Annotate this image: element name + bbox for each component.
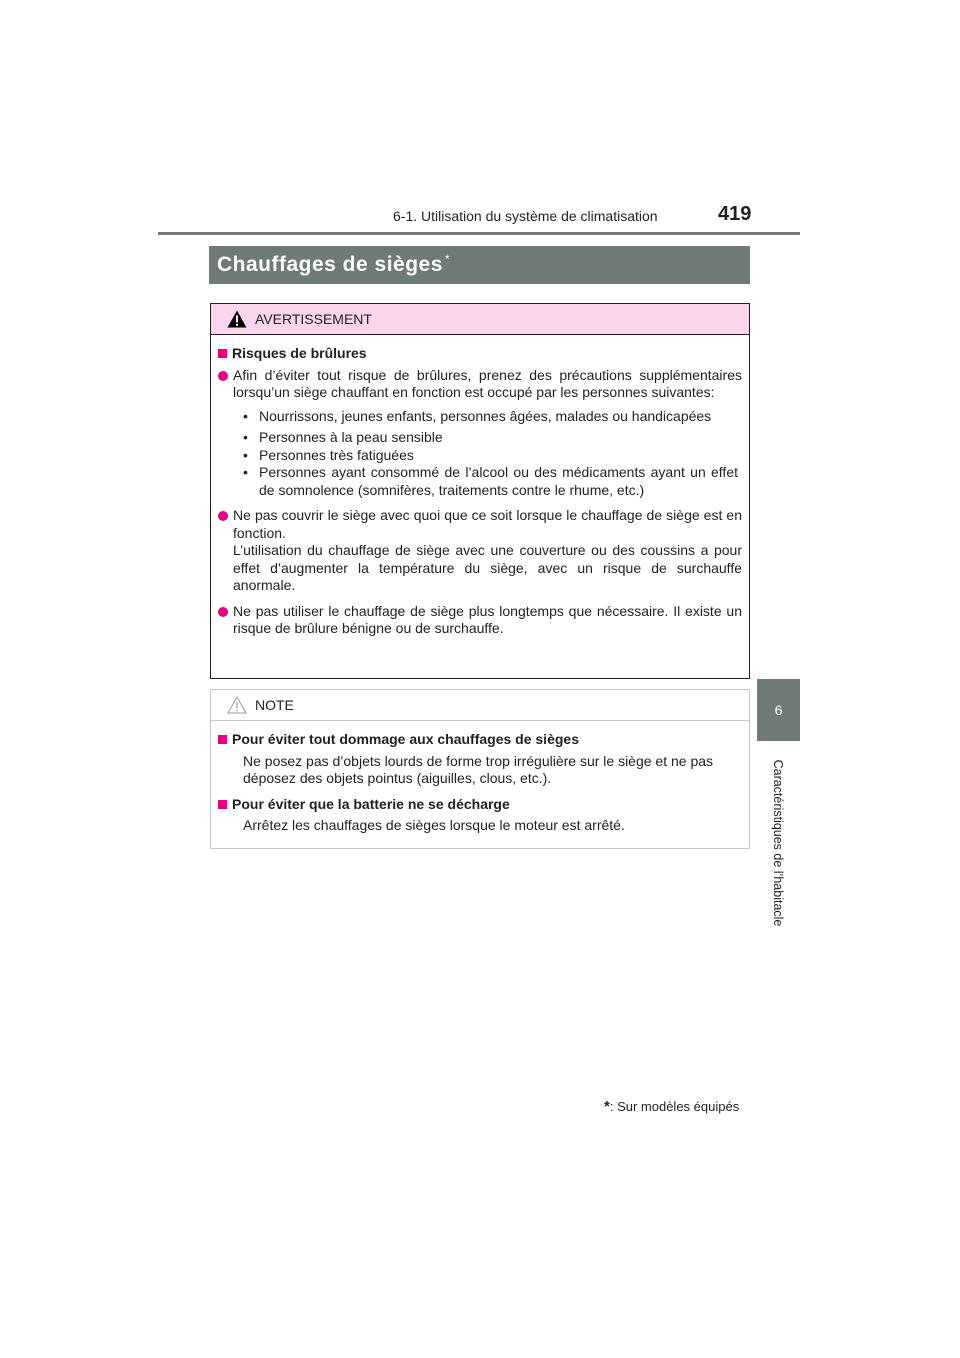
warning-section-title-text: Risques de brûlures — [232, 345, 367, 361]
warning-triangle-icon — [227, 310, 247, 328]
chapter-side-label: Caractéristiques de l’habitacle — [771, 759, 785, 927]
note-body — [211, 721, 749, 835]
warning-header — [211, 304, 749, 335]
warning-bullet — [218, 367, 742, 402]
warning-bullet-text: Ne pas utiliser le chauffage de siège plus longtemps que nécessaire. Il existe un risque de brûlure bénigne ou de surchauffe. — [233, 602, 742, 636]
warning-bullet-text: Afin d’éviter tout risque de brûlures, prenez des précautions supplémentaires lorsqu’un siège chauffant en fonction est occupé par les personnes suivantes: — [233, 366, 742, 400]
chapter-tab[interactable] — [757, 679, 800, 741]
person-item-text: Nourrissons, jeunes enfants, personnes âgées, malades ou handicapées — [259, 407, 712, 424]
header-section-text: 6-1. Utilisation du système de climatisation — [393, 208, 658, 224]
square-bullet-icon — [218, 349, 227, 358]
person-list — [243, 408, 742, 500]
note-paragraph: Arrêtez les chauffages de sièges lorsque le moteur est arrêté. — [243, 817, 625, 833]
title-asterisk: * — [444, 252, 450, 266]
page-title-bar — [209, 246, 750, 284]
circle-bullet-icon — [218, 511, 228, 521]
list-bullet-icon: • — [243, 429, 248, 445]
list-bullet-icon: • — [243, 464, 248, 480]
warning-bullet — [218, 603, 742, 638]
page-number: 419 — [718, 203, 752, 225]
list-bullet-icon: • — [243, 446, 248, 463]
chapter-tab-number: 6 — [774, 702, 783, 718]
note-box — [210, 689, 750, 849]
footnote-asterisk: * — [604, 1098, 610, 1115]
warning-bullet — [218, 507, 742, 595]
warning-body — [211, 335, 749, 638]
person-item — [243, 408, 738, 426]
circle-bullet-icon — [218, 371, 228, 381]
square-bullet-icon — [218, 735, 227, 744]
warning-bullet-extra: L’utilisation du chauffage de siège avec une couverture ou des coussins a pour effet d’augmenter la température du siège, avec un risque de surchauffe anormale. — [233, 542, 742, 593]
caution-triangle-icon — [227, 696, 247, 714]
person-item — [243, 429, 738, 447]
square-bullet-icon — [218, 800, 227, 809]
warning-box — [210, 303, 750, 679]
footnote — [604, 1098, 739, 1115]
header-rule — [158, 232, 800, 235]
footnote-text: : Sur modèles équipés — [609, 1099, 740, 1114]
person-item — [243, 464, 738, 499]
person-item-text: Personnes à la peau sensible — [259, 429, 443, 445]
note-header — [211, 690, 749, 721]
note-section-title — [218, 731, 742, 749]
warning-heading: AVERTISSEMENT — [255, 311, 372, 327]
note-section-title-text: Pour éviter tout dommage aux chauffages de sièges — [232, 731, 579, 747]
note-heading: NOTE — [255, 697, 294, 713]
note-paragraph: Ne posez pas d’objets lourds de forme trop irrégulière sur le siège et ne pas déposez des objets pointus (aiguilles, clous, etc.). — [243, 752, 714, 786]
person-item — [243, 447, 738, 465]
page-title: Chauffages de sièges — [217, 253, 443, 276]
warning-bullet-text: Ne pas couvrir le siège avec quoi que ce soit lorsque le chauffage de siège est en fonction. — [233, 507, 742, 541]
person-item-text: Personnes très fatiguées — [259, 446, 414, 463]
note-section-title — [218, 796, 742, 814]
circle-bullet-icon — [218, 607, 228, 617]
warning-section-title — [218, 345, 742, 363]
note-section-title-text: Pour éviter que la batterie ne se décharge — [232, 795, 510, 812]
list-bullet-icon: • — [243, 407, 248, 424]
person-item-text: Personnes ayant consommé de l’alcool ou des médicaments ayant un effet de somnolence (somnifères, traitements contre le rhume, etc.) — [259, 464, 738, 498]
